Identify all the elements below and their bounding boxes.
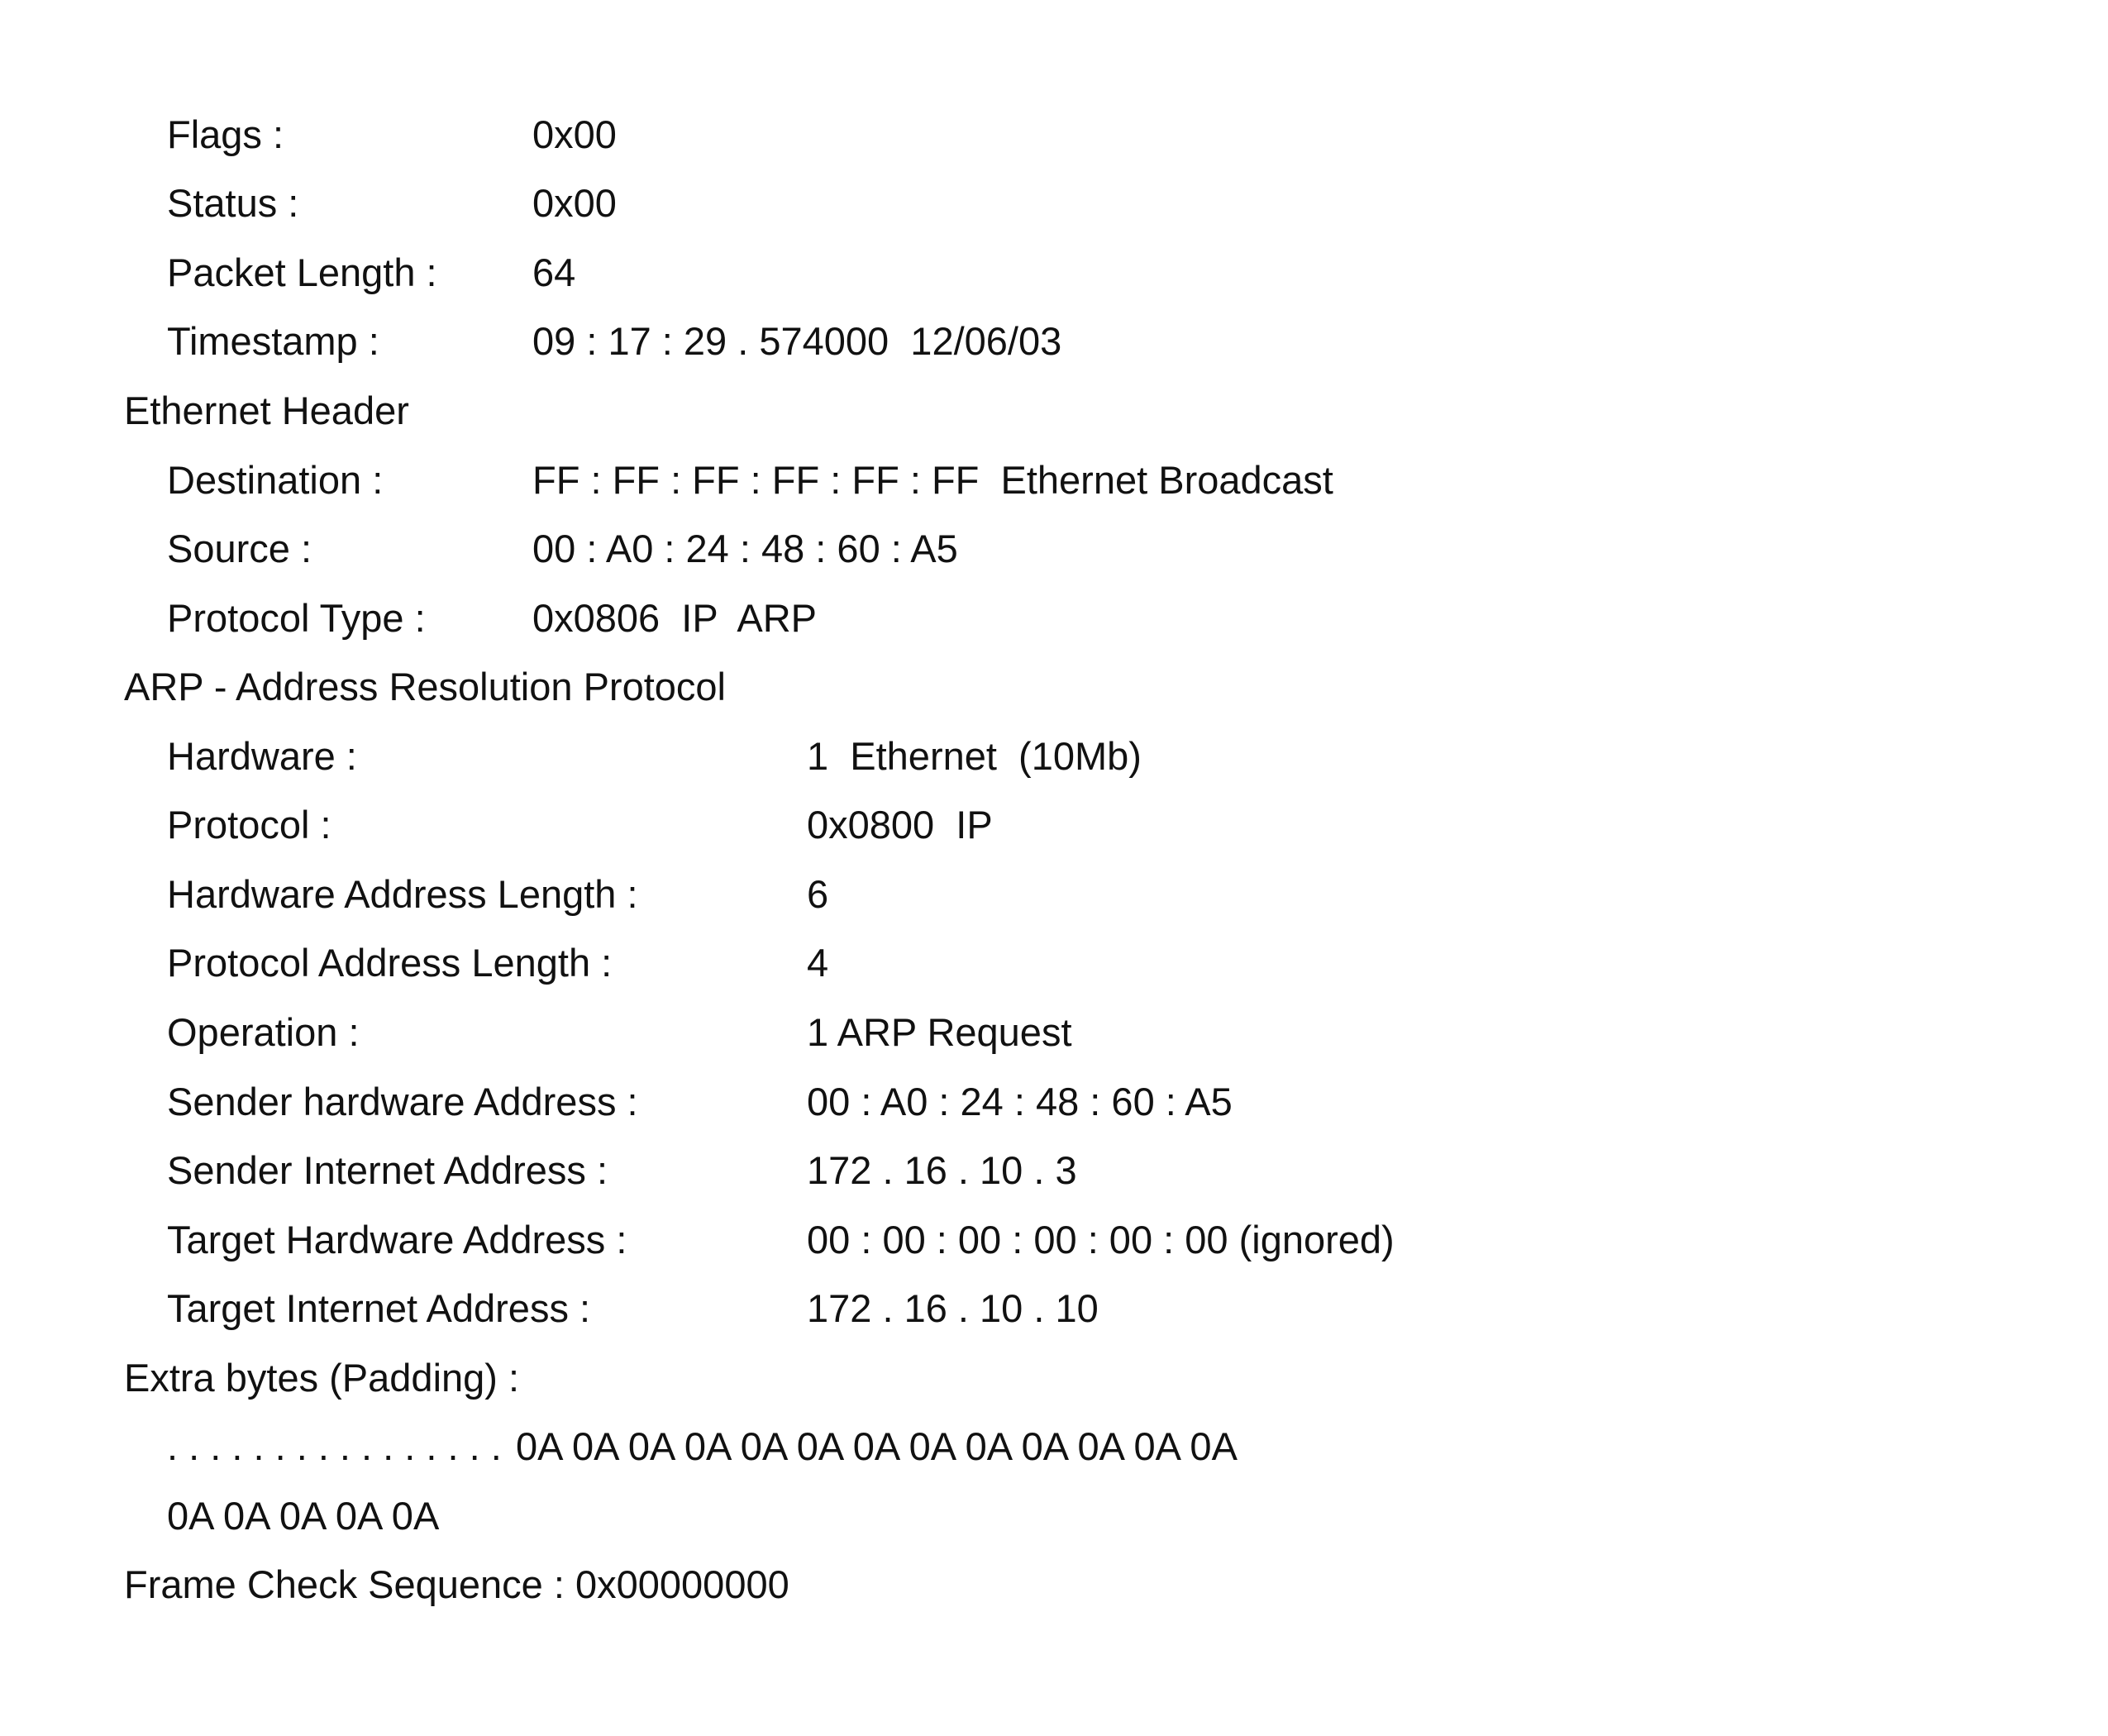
padding-bytes-line-2: 0A 0A 0A 0A 0A [167, 1494, 440, 1538]
padding-bytes-line-1: 0A 0A 0A 0A 0A 0A 0A 0A 0A 0A 0A 0A 0A [516, 1424, 1238, 1468]
proto-addr-len-value: 4 [807, 941, 829, 985]
operation-value: 1 ARP Request [807, 1010, 1072, 1054]
flags-label: Flags : [167, 112, 284, 156]
operation-label: Operation : [167, 1010, 360, 1054]
hardware-row [167, 727, 1986, 785]
target-hw-row [167, 1211, 1986, 1269]
padding-dots: . . . . . . . . . . . . . . . . [167, 1424, 502, 1468]
status-value: 0x00 [532, 181, 617, 225]
sender-hw-label: Sender hardware Address : [167, 1080, 638, 1123]
timestamp-label: Timestamp : [167, 319, 379, 363]
arp-heading: ARP - Address Resolution Protocol [124, 665, 726, 708]
protocol-label: Protocol : [167, 803, 331, 847]
destination-value: FF : FF : FF : FF : FF : FF Ethernet Broadcast [532, 458, 1333, 502]
target-hw-label: Target Hardware Address : [167, 1218, 627, 1261]
sender-hw-value: 00 : A0 : 24 : 48 : 60 : A5 [807, 1080, 1233, 1123]
timestamp-value: 09 : 17 : 29 . 574000 12/06/03 [532, 319, 1062, 363]
padding-row-2 [167, 1487, 1986, 1545]
timestamp-row [167, 312, 1986, 370]
proto-addr-len-row [167, 934, 1986, 992]
proto-addr-len-label: Protocol Address Length : [167, 941, 613, 985]
padding-row-1 [167, 1418, 1986, 1476]
sender-hw-row [167, 1073, 1986, 1131]
frame-check-sequence: Frame Check Sequence : 0x00000000 [124, 1562, 789, 1606]
flags-row [167, 106, 1986, 164]
source-row [167, 520, 1986, 578]
protocol-type-label: Protocol Type : [167, 596, 426, 640]
padding-heading: Extra bytes (Padding) : [124, 1356, 520, 1400]
status-label: Status : [167, 181, 299, 225]
target-ip-label: Target Internet Address : [167, 1286, 591, 1330]
target-hw-value: 00 : 00 : 00 : 00 : 00 : 00 (ignored) [807, 1218, 1395, 1261]
protocol-row [167, 796, 1986, 854]
flags-value: 0x00 [532, 112, 617, 156]
hardware-label: Hardware : [167, 734, 357, 778]
operation-row [167, 1004, 1986, 1061]
sender-ip-value: 172 . 16 . 10 . 3 [807, 1148, 1077, 1192]
protocol-type-row [167, 589, 1986, 647]
source-value: 00 : A0 : 24 : 48 : 60 : A5 [532, 527, 958, 570]
target-ip-value: 172 . 16 . 10 . 10 [807, 1286, 1099, 1330]
packet-length-row [167, 244, 1986, 302]
protocol-value: 0x0800 IP [807, 803, 993, 847]
sender-ip-row [167, 1142, 1986, 1199]
source-label: Source : [167, 527, 312, 570]
protocol-type-value: 0x0806 IP ARP [532, 596, 818, 640]
status-row [167, 174, 1986, 232]
destination-row [167, 451, 1986, 509]
sender-ip-label: Sender Internet Address : [167, 1148, 608, 1192]
packet-length-value: 64 [532, 250, 576, 294]
destination-label: Destination : [167, 458, 384, 502]
hardware-value: 1 Ethernet (10Mb) [807, 734, 1142, 778]
hw-addr-len-row [167, 866, 1986, 923]
packet-length-label: Packet Length : [167, 250, 437, 294]
ethernet-header-heading: Ethernet Header [124, 389, 409, 432]
hw-addr-len-label: Hardware Address Length : [167, 872, 638, 916]
hw-addr-len-value: 6 [807, 872, 829, 916]
target-ip-row [167, 1280, 1986, 1338]
